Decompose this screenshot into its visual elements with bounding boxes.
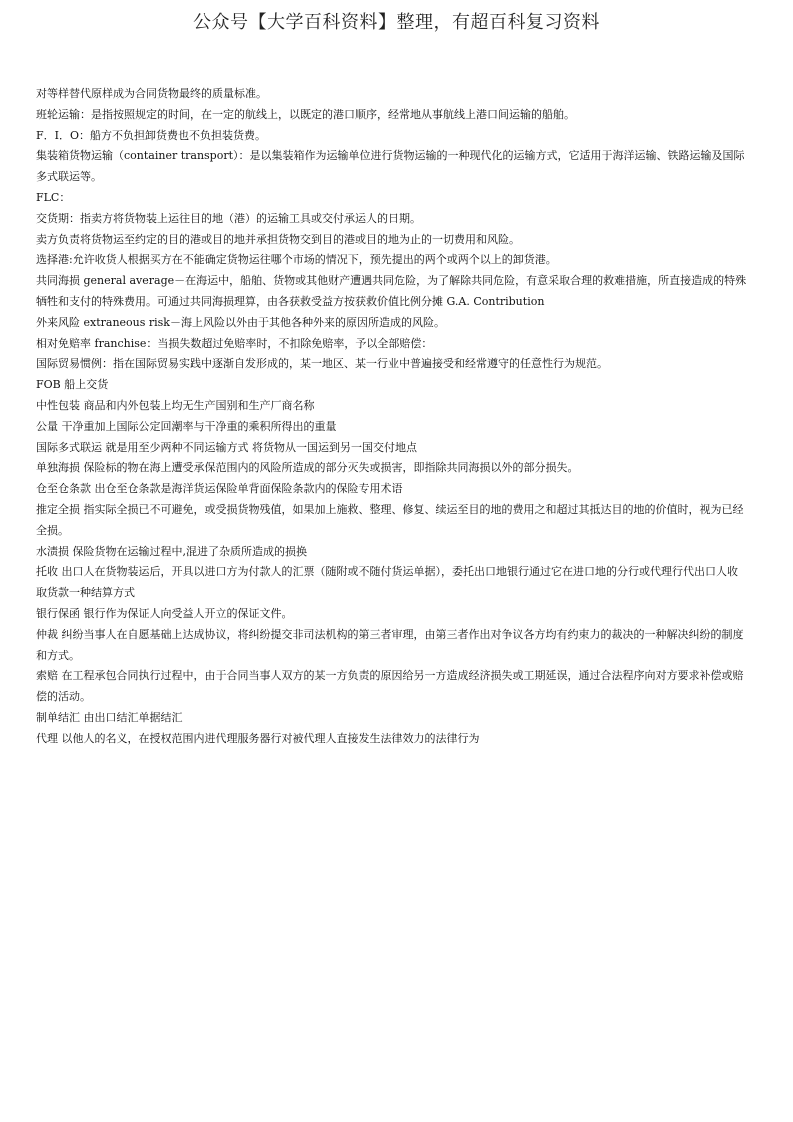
paragraph: 集装箱货物运输（container transport）：是以集装箱作为运输单位进行货物运输的一种现代化的运输方式，它适用于海洋运输、铁路运输及国际多式联运等。 (36, 149, 745, 184)
paragraph: 单独海损 保险标的物在海上遭受承保范围内的风险所造成的部分灭失或损害，即指除共同海损以外的部分损失。 (36, 461, 579, 475)
document-body (36, 84, 748, 750)
page-header-title: 公众号【大学百科资料】整理，有超百科复习资料 (193, 12, 600, 33)
paragraph: 制单结汇 由出口结汇单据结汇 (36, 710, 183, 724)
paragraph: 卖方负责将货物运至约定的目的港或目的地并承担货物交到目的港或目的地为止的一切费用和风险。 (36, 232, 520, 246)
paragraph: FLC： (36, 190, 71, 204)
paragraph: 相对免赔率 franchise：当损失数超过免赔率时，不扣除免赔率，予以全部赔偿： (36, 336, 433, 350)
paragraph: 索赔 在工程承包合同执行过程中，由于合同当事人双方的某一方负责的原因给另一方造成经济损失或工期延误，通过合法程序向对方要求补偿或赔偿的活动。 (36, 669, 744, 704)
paragraph: 推定全损 指实际全损已不可避免，或受损货物残值，如果加上施救、整理、修复、续运至目的地的费用之和超过其抵达目的地的价值时，视为已经全损。 (36, 502, 744, 537)
paragraph: 班轮运输：是指按照规定的时间，在一定的航线上，以既定的港口顺序，经常地从事航线上港口间运输的船舶。 (36, 107, 575, 121)
paragraph: 选择港:允许收货人根据买方在不能确定货物运往哪个市场的情况下，预先提出的两个或两个以上的卸货港。 (36, 253, 557, 267)
paragraph: 共同海损 general average－在海运中，船舶、货物或其他财产遭遇共同危险，为了解除共同危险，有意采取合理的救难措施，所直接造成的特殊牺牲和支付的特殊费用。可通过共同海损理算，由各获救受益方按获救价值比例分摊 G.A. Contribution (36, 274, 747, 308)
paragraph: 仓至仓条款 出仓至仓条款是海洋货运保险单背面保险条款内的保险专用术语 (36, 482, 403, 496)
paragraph: 公量 干净重加上国际公定回潮率与干净重的乘积所得出的重量 (36, 419, 337, 433)
paragraph: 水渍损 保险货物在运输过程中,混进了杂质所造成的损换 (36, 544, 307, 558)
paragraph: 代理 以他人的名义，在授权范围内进代理服务器行对被代理人直接发生法律效力的法律行为 (36, 731, 480, 745)
paragraph: 仲裁 纠纷当事人在自愿基础上达成协议，将纠纷提交非司法机构的第三者审理，由第三者作出对争议各方均有约束力的裁决的一种解决纠纷的制度和方式。 (36, 627, 744, 662)
paragraph: 国际多式联运 就是用至少两种不同运输方式 将货物从一国运到另一国交付地点 (36, 440, 417, 454)
paragraph: 银行保函 银行作为保证人向受益人开立的保证文件。 (36, 606, 293, 620)
paragraph: F．I．O：船方不负担卸货费也不负担装货费。 (36, 128, 266, 142)
paragraph: 外来风险 extraneous risk－海上风险以外由于其他各种外来的原因所造成的风险。 (36, 315, 445, 329)
paragraph: FOB 船上交货 (36, 378, 109, 392)
paragraph: 交货期：指卖方将货物装上运往目的地（港）的运输工具或交付承运人的日期。 (36, 211, 421, 225)
paragraph: 国际贸易惯例：指在国际贸易实践中逐渐自发形成的，某一地区、某一行业中普遍接受和经常遵守的任意性行为规范。 (36, 357, 608, 371)
paragraph: 对等样替代原样成为合同货物最终的质量标准。 (36, 87, 267, 100)
paragraph: 中性包装 商品和内外包装上均无生产国别和生产厂商名称 (36, 398, 315, 412)
paragraph: 托收 出口人在货物装运后，开具以进口方为付款人的汇票（随附或不随付货运单据），委托出口地银行通过它在进口地的分行或代理行代出口人收取货款一种结算方式 (36, 565, 738, 600)
